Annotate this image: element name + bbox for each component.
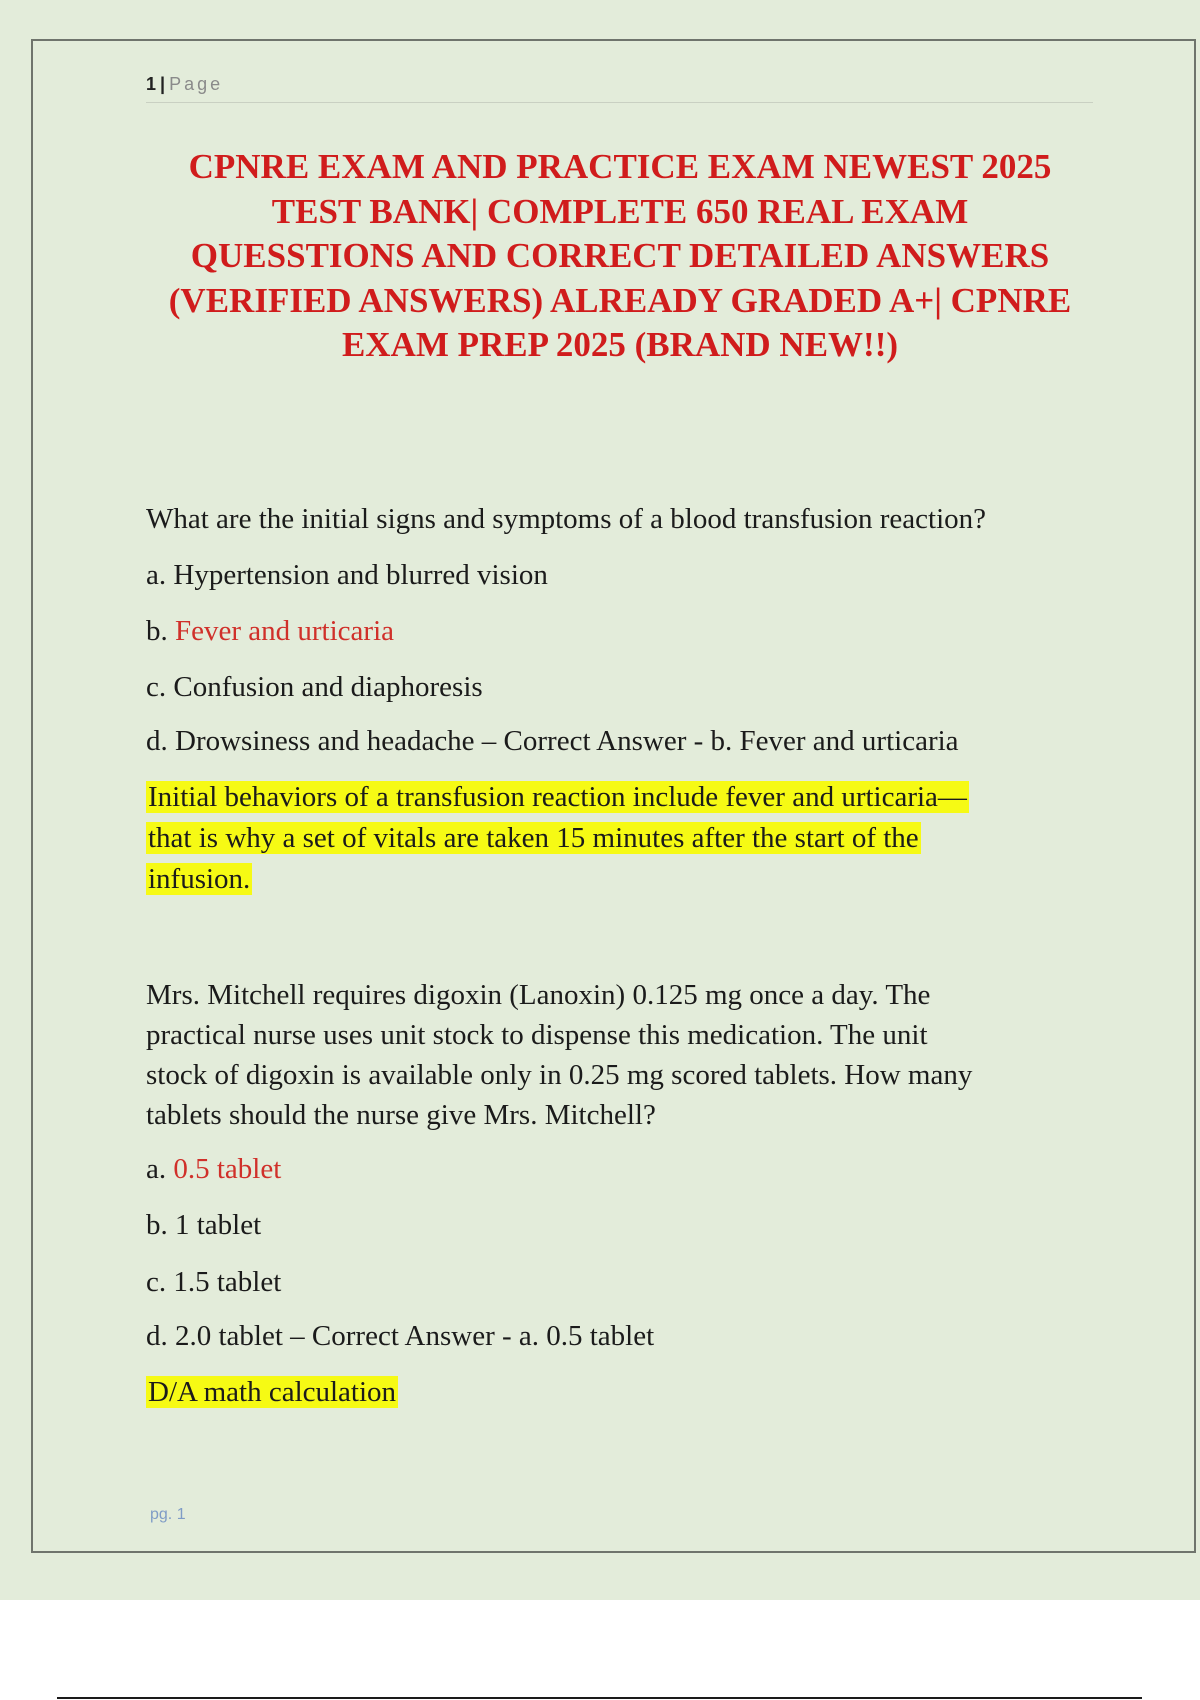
document-title (140, 145, 1100, 368)
question-line: Mrs. Mitchell requires digoxin (Lanoxin) 0.125 mg once a day. The (146, 979, 931, 1011)
answer-option (146, 721, 1106, 761)
title-line: TEST BANK| COMPLETE 650 REAL EXAM (271, 191, 969, 231)
option-prefix: d. (146, 725, 175, 757)
option-prefix: a. (146, 559, 174, 591)
answer-option (146, 1316, 1106, 1356)
question-line: What are the initial signs and symptoms of a blood transfusion reaction? (146, 503, 986, 535)
answer-option-correct (146, 1149, 1106, 1189)
question-text (146, 975, 1106, 1135)
answer-option (146, 667, 1106, 707)
bottom-divider (57, 1697, 1142, 1699)
title-line: CPNRE EXAM AND PRACTICE EXAM NEWEST 2025 (188, 147, 1052, 186)
option-prefix: c. (146, 1266, 174, 1298)
question-block (146, 499, 1106, 900)
question-line: practical nurse uses unit stock to dispense this medication. The unit (146, 1019, 928, 1051)
option-prefix: a. (146, 1153, 174, 1185)
option-text-correct: Fever and urticaria (175, 615, 395, 647)
page-footer: pg. 1 (150, 1506, 186, 1523)
answer-rationale (146, 777, 1106, 900)
option-text: 1 tablet (175, 1209, 262, 1241)
rationale-line: infusion. (148, 863, 251, 895)
answer-option (146, 555, 1106, 595)
option-text-correct: 0.5 tablet (173, 1153, 282, 1185)
option-text: Confusion and diaphoresis (173, 671, 483, 703)
answer-option (146, 1262, 1106, 1302)
rationale-line: D/A math calculation (148, 1376, 397, 1408)
option-prefix: d. (146, 1320, 175, 1352)
option-prefix: b. (146, 615, 175, 647)
option-prefix: c. (146, 671, 174, 703)
option-prefix: b. (146, 1209, 175, 1241)
option-text: Drowsiness and headache – Correct Answer - b. Fever and urticaria (175, 725, 959, 757)
answer-option (146, 1205, 1106, 1245)
answer-option-correct (146, 611, 1106, 651)
header-separator: | (160, 74, 166, 94)
question-line: stock of digoxin is available only in 0.25 mg scored tablets. How many (146, 1059, 973, 1091)
answer-rationale (146, 1372, 1106, 1413)
rationale-line: that is why a set of vitals are taken 15 minutes after the start of the (148, 822, 919, 854)
option-text: 1.5 tablet (173, 1266, 282, 1298)
option-text: Hypertension and blurred vision (173, 559, 548, 591)
title-line: (VERIFIED ANSWERS) ALREADY GRADED A+| CPNRE (168, 280, 1072, 320)
question-line: tablets should the nurse give Mrs. Mitchell? (146, 1099, 656, 1131)
title-line: QUESSTIONS AND CORRECT DETAILED ANSWERS (190, 236, 1050, 275)
header-page-number: 1 (146, 74, 157, 94)
rationale-line: Initial behaviors of a transfusion reaction include fever and urticaria— (148, 781, 967, 813)
header-page-word: Page (169, 74, 224, 94)
title-line: EXAM PREP 2025 (BRAND NEW!!) (341, 325, 899, 364)
page-header (146, 74, 1093, 103)
option-text: 2.0 tablet – Correct Answer - a. 0.5 tablet (175, 1320, 655, 1352)
question-text (146, 499, 1106, 539)
question-block (146, 975, 1106, 1413)
